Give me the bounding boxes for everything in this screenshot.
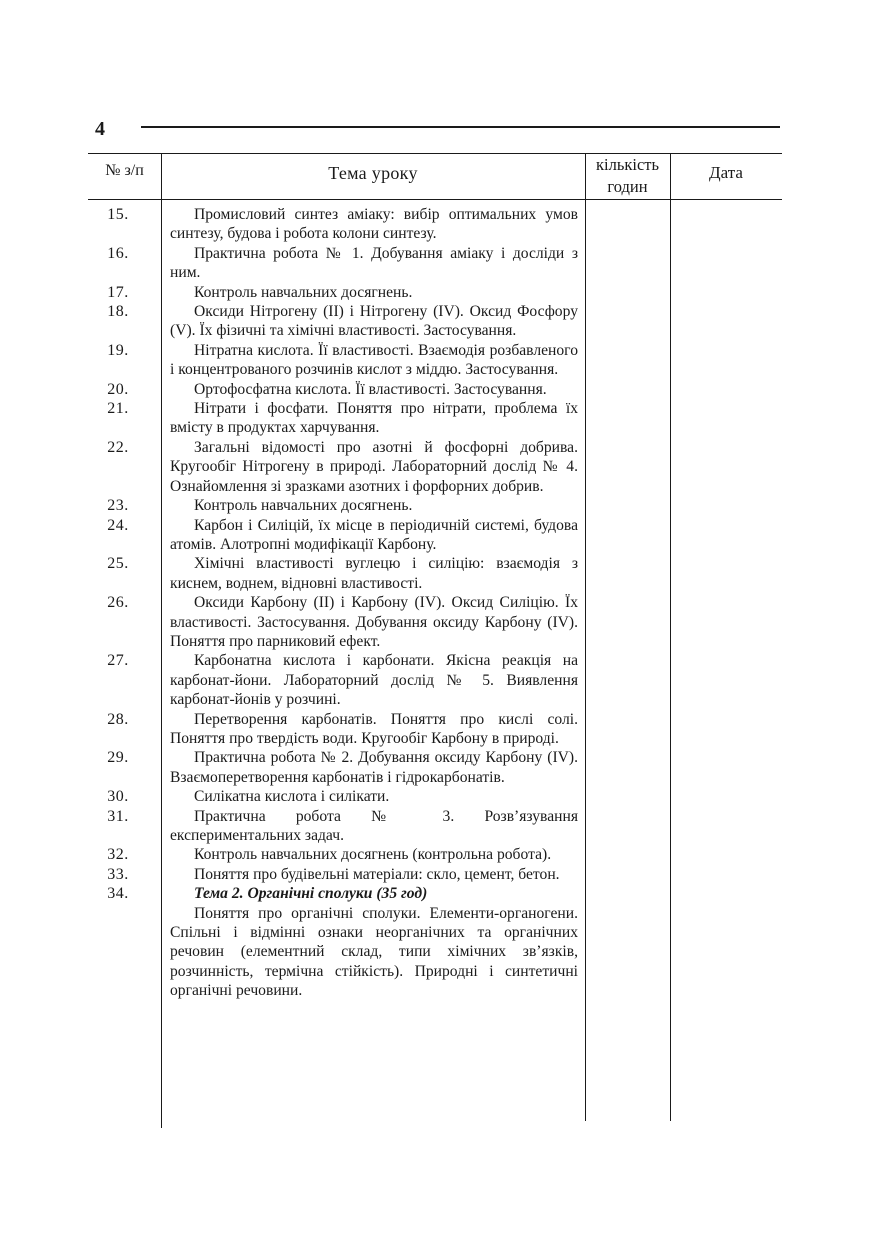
table-row xyxy=(88,884,585,1000)
table-row xyxy=(88,710,585,749)
row-number: 16. xyxy=(107,244,129,262)
row-topic xyxy=(170,651,578,709)
table-row xyxy=(88,341,585,380)
row-number: 30. xyxy=(107,788,129,806)
row-number: 29. xyxy=(107,749,129,767)
topic-text: Поняття про органічні сполуки. Елементи-органогени. Спільні і відмінні ознаки неорганічних та органічних речовин (елементний склад, типи хімічних зв’язків, розчинність, термічна стійкість). Природні і синтетичні органічні речовини. xyxy=(170,904,578,1000)
header-rule xyxy=(141,126,780,128)
topic-text: Промисловий синтез аміаку: вибір оптимальних умов синтезу, будова і робота колони синтезу. xyxy=(170,206,578,243)
row-topic xyxy=(170,205,578,244)
topic-text: Силікатна кислота і силікати. xyxy=(194,788,390,806)
topic-text: Практична робота № 3. Розв’язування експериментальних задач. xyxy=(170,807,578,844)
row-topic xyxy=(170,380,578,399)
header-number: № з/п xyxy=(105,162,144,179)
table-row xyxy=(88,205,585,244)
row-topic xyxy=(170,845,578,864)
topic-text: Загальні відомості про азотні й фосфорні добрива. Кругообіг Нітрогену в природі. Лабораторний дослід № 4. Ознайомлення зі зразками азотних і форфорних добрив. xyxy=(170,438,578,495)
row-number: 17. xyxy=(107,283,129,301)
row-topic xyxy=(170,244,578,283)
table-row xyxy=(88,244,585,283)
topic-text: Контроль навчальних досягнень. xyxy=(194,497,413,515)
table-row xyxy=(88,380,585,399)
row-number: 32. xyxy=(107,846,129,864)
column-divider xyxy=(585,153,586,1121)
header-hours-line2: годин xyxy=(607,177,648,196)
table-body xyxy=(88,205,585,1001)
header-topic: Тема уроку xyxy=(328,163,418,183)
topic-text: Практична робота № 1. Добування аміаку і досліди з ним. xyxy=(170,244,578,282)
table-row xyxy=(88,438,585,496)
row-topic xyxy=(170,399,578,438)
row-topic xyxy=(170,865,578,884)
row-number: 24. xyxy=(107,516,129,534)
table-row xyxy=(88,516,585,555)
table-row xyxy=(88,302,585,341)
topic-text: Хімічні властивості вуглецю і силіцію: взаємодія з киснем, воднем, відновні властивості. xyxy=(170,555,578,592)
row-topic xyxy=(170,748,578,787)
row-topic xyxy=(170,341,578,380)
topic-text: Перетворення карбонатів. Поняття про кислі солі. Поняття про твердість води. Кругообіг Карбону в природі. xyxy=(170,710,578,747)
row-topic xyxy=(170,884,578,1000)
row-topic xyxy=(170,516,578,555)
table-row xyxy=(88,283,585,302)
header-hours-line1: кількість xyxy=(595,155,660,174)
table-row xyxy=(88,787,585,806)
table-row xyxy=(88,496,585,515)
topic-text: Ортофосфатна кислота. Її властивості. Застосування. xyxy=(194,380,547,398)
table-row xyxy=(88,593,585,651)
topic-text: Оксиди Нітрогену (II) і Нітрогену (IV). Оксид Фосфору (V). Їх фізичні та хімічні властивості. Застосування. xyxy=(170,303,578,340)
row-number: 28. xyxy=(107,710,129,728)
row-topic xyxy=(170,438,578,496)
table-top-rule xyxy=(88,153,782,154)
topic-text: Контроль навчальних досягнень (контрольна робота). xyxy=(194,846,552,864)
topic-text: Оксиди Карбону (II) і Карбону (IV). Оксид Силіцію. Їх властивості. Застосування. Добування оксиду Карбону (IV). Поняття про парниковий ефект. xyxy=(170,594,578,650)
row-number: 33. xyxy=(107,865,129,883)
table-row xyxy=(88,845,585,864)
table-row xyxy=(88,748,585,787)
column-divider xyxy=(670,153,671,1121)
row-number: 21. xyxy=(107,400,129,418)
header-date: Дата xyxy=(709,163,743,182)
topic-text: Нітратна кислота. Її властивості. Взаємодія розбавленого і концентрованого розчинів кислот з міддю. Застосування. xyxy=(170,341,578,379)
row-number: 20. xyxy=(107,380,129,398)
row-number: 18. xyxy=(107,303,129,321)
row-number: 34. xyxy=(107,885,129,903)
table-row xyxy=(88,807,585,846)
topic-text: Контроль навчальних досягнень. xyxy=(194,283,413,301)
row-number: 31. xyxy=(107,807,129,825)
row-number: 19. xyxy=(107,341,129,359)
page-number: 4 xyxy=(95,118,105,140)
header-hours xyxy=(585,154,670,198)
row-topic xyxy=(170,787,578,806)
row-number: 27. xyxy=(107,652,129,670)
row-topic xyxy=(170,302,578,341)
row-topic xyxy=(170,554,578,593)
table-row xyxy=(88,651,585,709)
topic-text: Практична робота № 2. Добування оксиду Карбону (IV). Взаємоперетворення карбонатів і гідрокарбонатів. xyxy=(170,749,578,786)
table-row xyxy=(88,554,585,593)
topic-text: Нітрати і фосфати. Поняття про нітрати, проблема їх вмісту в продуктах харчування. xyxy=(170,400,578,437)
topic-text: Карбонатна кислота і карбонати. Якісна реакція на карбонат-йони. Лабораторний дослід № 5. Виявлення карбонат-йонів у розчині. xyxy=(170,652,578,709)
topic-text: Карбон і Силіцій, їх місце в періодичній системі, будова атомів. Алотропні модифікації Карбону. xyxy=(170,516,578,553)
row-number: 26. xyxy=(107,594,129,612)
row-number: 22. xyxy=(107,438,129,456)
row-topic xyxy=(170,283,578,302)
table-row xyxy=(88,399,585,438)
row-topic xyxy=(170,807,578,846)
row-number: 23. xyxy=(107,497,129,515)
row-topic xyxy=(170,496,578,515)
row-topic xyxy=(170,593,578,651)
topic-text: Поняття про будівельні матеріали: скло, цемент, бетон. xyxy=(194,865,560,883)
row-number: 25. xyxy=(107,555,129,573)
lesson-plan-table xyxy=(88,153,782,1128)
row-topic xyxy=(170,710,578,749)
row-number: 15. xyxy=(107,206,129,223)
table-row xyxy=(88,865,585,884)
topic-heading: Тема 2. Органічні сполуки (35 год) xyxy=(194,885,428,903)
